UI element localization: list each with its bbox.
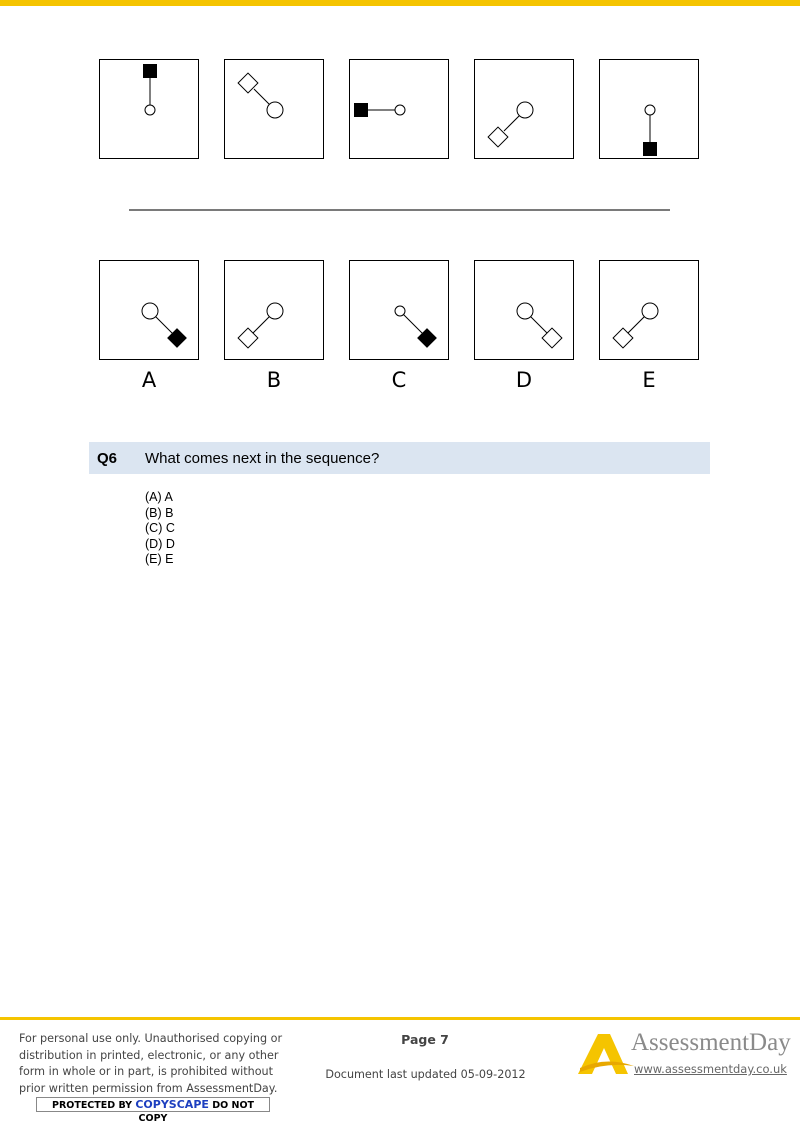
sequence-figure-3 bbox=[349, 59, 449, 159]
answer-choice[interactable]: (B) B bbox=[145, 505, 174, 520]
answer-choice[interactable]: (D) D bbox=[145, 536, 175, 551]
square-shape bbox=[643, 142, 657, 156]
document-updated-date: Document last updated 05-09-2012 bbox=[325, 1068, 526, 1081]
circle-shape bbox=[142, 303, 158, 319]
top-accent-bar bbox=[0, 0, 800, 6]
footer-accent-bar bbox=[0, 1017, 800, 1020]
option-figure-d bbox=[474, 260, 574, 360]
option-label-c: C bbox=[391, 368, 407, 392]
brand-name: AssessmentDay bbox=[631, 1029, 791, 1056]
question-number: Q6 bbox=[97, 450, 118, 467]
square-shape bbox=[354, 103, 368, 117]
square-shape bbox=[143, 64, 157, 78]
circle-shape bbox=[642, 303, 658, 319]
circle-shape bbox=[145, 105, 155, 115]
brand-url-link[interactable]: www.assessmentday.co.uk bbox=[634, 1062, 787, 1076]
copyscape-prefix: PROTECTED BY bbox=[51, 1100, 133, 1111]
copyright-notice: For personal use only. Unauthorised copying or distribution in printed, electronic, or any other form in whole or in part, is prohibited without prior written permission from AssessmentDay. bbox=[19, 1032, 283, 1095]
question-text: What comes next in the sequence? bbox=[145, 450, 380, 467]
circle-shape bbox=[645, 105, 655, 115]
circle-shape bbox=[395, 105, 405, 115]
option-figure-b bbox=[224, 260, 324, 360]
page-number: Page 7 bbox=[401, 1032, 449, 1047]
circle-shape bbox=[517, 303, 533, 319]
answer-choice[interactable]: (E) E bbox=[145, 552, 174, 566]
circle-shape bbox=[517, 102, 533, 118]
answer-choice[interactable]: (C) C bbox=[145, 521, 175, 535]
option-figure-a bbox=[99, 260, 199, 360]
sequence-figure-1 bbox=[99, 59, 199, 159]
option-label-e: E bbox=[642, 368, 656, 392]
circle-shape bbox=[395, 306, 405, 316]
assessmentday-logo-icon bbox=[576, 1030, 636, 1078]
section-divider bbox=[129, 209, 670, 211]
circle-shape bbox=[267, 102, 283, 118]
question-header bbox=[89, 442, 710, 474]
option-label-a: A bbox=[141, 368, 157, 392]
option-label-d: D bbox=[515, 368, 533, 392]
copyscape-badge[interactable] bbox=[36, 1097, 270, 1124]
option-figure-c bbox=[349, 260, 449, 360]
sequence-figure-5 bbox=[599, 59, 699, 159]
sequence-figure-2 bbox=[224, 59, 324, 159]
copyscape-suffix: DO NOT COPY bbox=[138, 1100, 254, 1124]
answer-choice[interactable]: (A) A bbox=[145, 490, 173, 504]
circle-shape bbox=[267, 303, 283, 319]
copyscape-brand: COPYSCAPE bbox=[135, 1098, 209, 1111]
option-label-b: B bbox=[266, 368, 282, 392]
answer-choices bbox=[145, 490, 175, 568]
option-figure-e bbox=[599, 260, 699, 360]
sequence-figure-4 bbox=[474, 59, 574, 159]
